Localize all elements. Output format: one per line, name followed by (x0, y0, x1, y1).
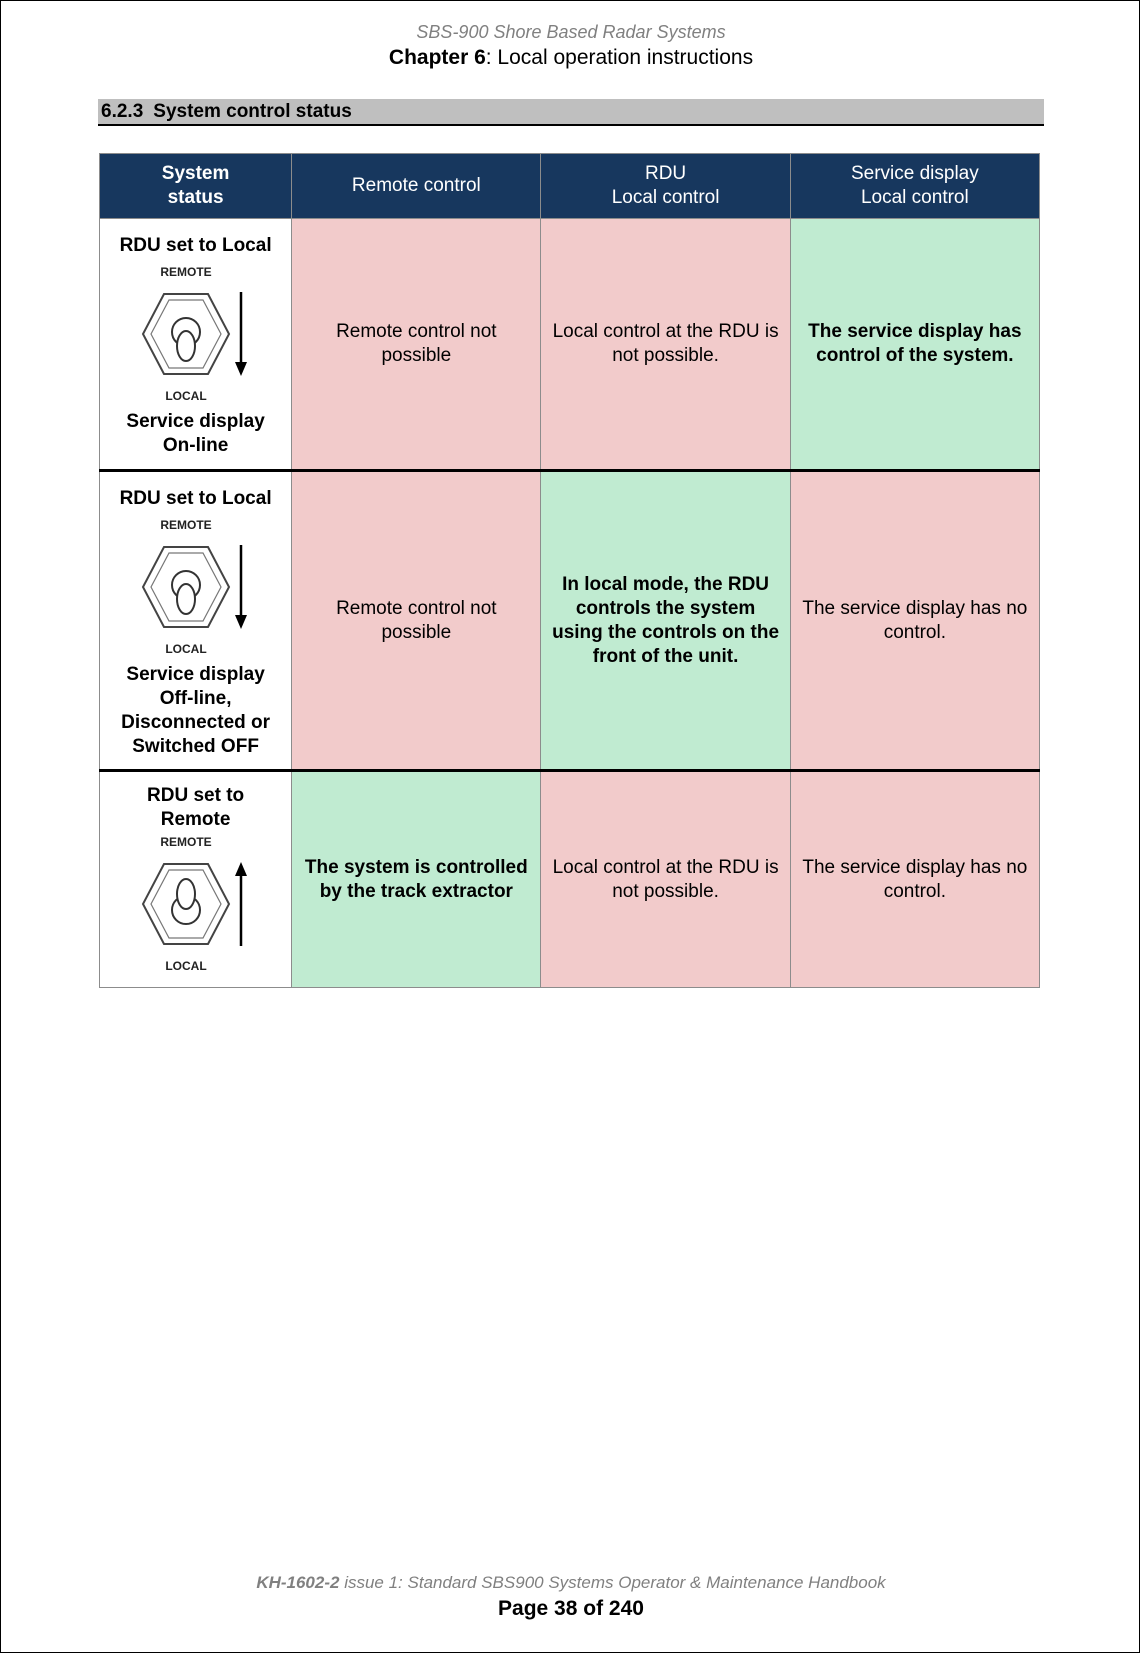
remote-control-cell: Remote control not possible (292, 471, 541, 771)
status-cell (100, 471, 292, 771)
document-footer (0, 1573, 1142, 1621)
rdu-local-control-cell: In local mode, the RDU controls the system using the controls on the front of the unit. (541, 471, 790, 771)
service-display-cell: The service display has control of the system. (790, 219, 1039, 471)
table-row (100, 771, 1040, 988)
status-title: RDU set to Local (119, 487, 272, 509)
document-description: issue 1: Standard SBS900 Systems Operator & Maintenance Handbook (339, 1573, 886, 1592)
service-display-cell: The service display has no control. (790, 771, 1039, 988)
header-remote-control: Remote control (292, 154, 541, 219)
header-service-line2: Local control (860, 187, 969, 208)
remote-control-cell: Remote control not possible (292, 219, 541, 471)
chapter-title: : Local operation instructions (485, 46, 754, 69)
service-display-cell: The service display has no control. (790, 471, 1039, 771)
status-foot-line: Switched OFF (132, 735, 259, 757)
section-title: System control status (153, 101, 352, 122)
header-rdu-line2: Local control (611, 187, 720, 208)
document-header (0, 22, 1142, 70)
rdu-local-control-cell: Local control at the RDU is not possible. (541, 219, 790, 471)
status-foot-line: Disconnected or (121, 711, 271, 733)
system-control-status-table (99, 153, 1040, 988)
status-cell (100, 219, 292, 471)
status-foot-line: Off-line, (159, 687, 232, 709)
switch-label-remote: REMOTE (159, 265, 212, 279)
chapter-label: Chapter 6 (388, 46, 486, 69)
toggle-switch-remote-icon (136, 834, 256, 974)
status-title: RDU set to Local (119, 235, 272, 256)
table-row (100, 471, 1040, 771)
document-subtitle: SBS-900 Shore Based Radar Systems (416, 22, 726, 42)
toggle-switch-local-icon (136, 264, 256, 404)
section-number: 6.2.3 (101, 101, 144, 122)
header-service-display-local-control (790, 154, 1039, 219)
document-code: KH-1602-2 (256, 1573, 340, 1592)
switch-label-local: LOCAL (164, 958, 207, 973)
table-row (100, 219, 1040, 471)
header-service-line1: Service display (850, 163, 979, 184)
header-rdu-line1: RDU (644, 163, 687, 184)
page-number: Page 38 of 240 (498, 1597, 644, 1620)
switch-label-remote: REMOTE (159, 517, 212, 532)
switch-label-remote: REMOTE (159, 834, 212, 849)
chapter-heading (0, 46, 1142, 70)
status-foot-line: On-line (162, 435, 229, 456)
status-cell (100, 771, 292, 988)
status-title: RDU set to Remote (147, 784, 245, 830)
remote-control-cell: The system is controlled by the track extractor (292, 771, 541, 988)
document-reference (0, 1573, 1142, 1593)
header-system-status-line2: status (167, 187, 224, 208)
status-foot-line: Service display (126, 663, 265, 685)
table-header-row (100, 154, 1040, 219)
header-rdu-local-control (541, 154, 790, 219)
switch-label-local: LOCAL (164, 389, 207, 403)
rdu-local-control-cell: Local control at the RDU is not possible. (541, 771, 790, 988)
header-system-status (100, 154, 292, 219)
section-heading (98, 99, 1044, 126)
switch-label-local: LOCAL (164, 641, 207, 656)
toggle-switch-local-icon (136, 517, 256, 657)
header-system-status-line1: System (161, 163, 230, 184)
status-foot-line: Service display (126, 411, 265, 432)
